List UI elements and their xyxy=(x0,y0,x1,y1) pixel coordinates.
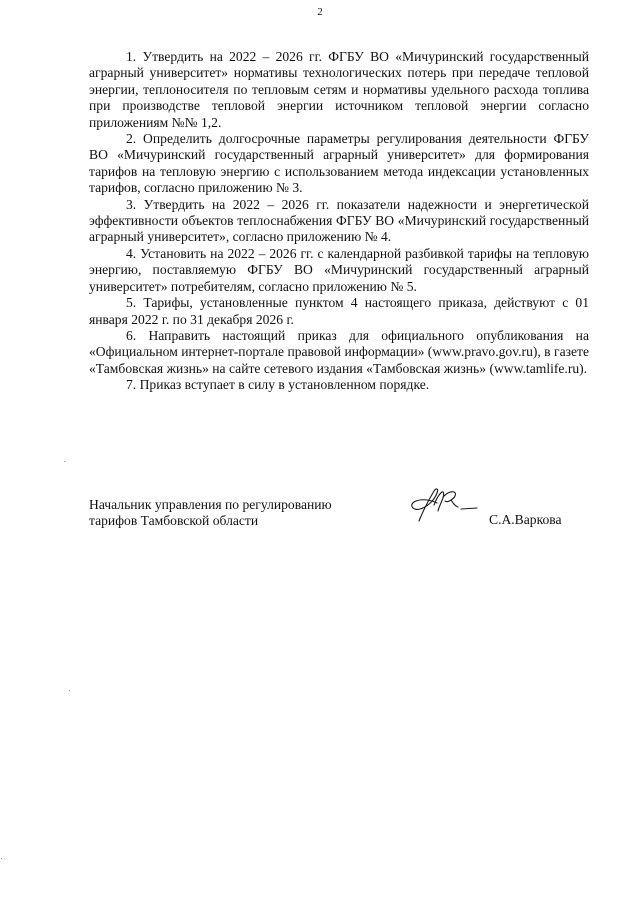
signer-position-line-1: Начальник управления по регулированию xyxy=(89,497,332,512)
paragraph-2: 2. Определить долгосрочные параметры регулирования деятельности ФГБУ ВО «Мичуринский государственный аграрный университет» для формирования тарифов на тепловую энергию с использованием метода индексации установленных тарифов, согласно приложению № 3. xyxy=(89,131,589,196)
paragraph-3: 3. Утвердить на 2022 – 2026 гг. показатели надежности и энергетической эффективности объектов теплоснабжения ФГБУ ВО «Мичуринский государственный аграрный университет», согласно приложению № 4. xyxy=(89,196,589,245)
scan-speck xyxy=(69,690,70,691)
paragraph-6: 6. Направить настоящий приказ для официального опубликования на «Официальном интернет-портале правовой информации» (www.pravo.gov.ru), в газете «Тамбовская жизнь» на сайте сетевого издания «Тамбовская жизнь» (www.tamlife.ru). xyxy=(89,327,589,376)
signer-position xyxy=(89,497,389,528)
page-number: 2 xyxy=(317,6,323,18)
scan-speck xyxy=(1,858,2,859)
paragraph-7: 7. Приказ вступает в силу в установленном порядке. xyxy=(126,377,430,393)
paragraph-4: 4. Установить на 2022 – 2026 гг. с календарной разбивкой тарифы на тепловую энергию, поставляемую ФГБУ ВО «Мичуринский государственный аграрный университет» потребителям, согласно приложению № 5. xyxy=(89,245,589,294)
scan-speck xyxy=(64,461,65,462)
handwritten-signature xyxy=(401,485,479,525)
document-body xyxy=(89,49,589,394)
paragraph-1: 1. Утвердить на 2022 – 2026 гг. ФГБУ ВО «Мичуринский государственный аграрный университет» нормативы технологических потерь при передаче тепловой энергии, теплоносителя по тепловым сетям и нормативы удельного расхода топлива при производстве тепловой энергии источником тепловой энергии согласно приложениям №№ 1,2. xyxy=(89,49,589,130)
signer-name: С.А.Варкова xyxy=(489,512,562,527)
signature-block xyxy=(89,497,589,537)
signer-position-line-2: тарифов Тамбовской области xyxy=(89,512,259,528)
paragraph-5: 5. Тарифы, установленные пунктом 4 настоящего приказа, действуют с 01 января 2022 г. по 31 декабря 2026 г. xyxy=(89,295,589,327)
